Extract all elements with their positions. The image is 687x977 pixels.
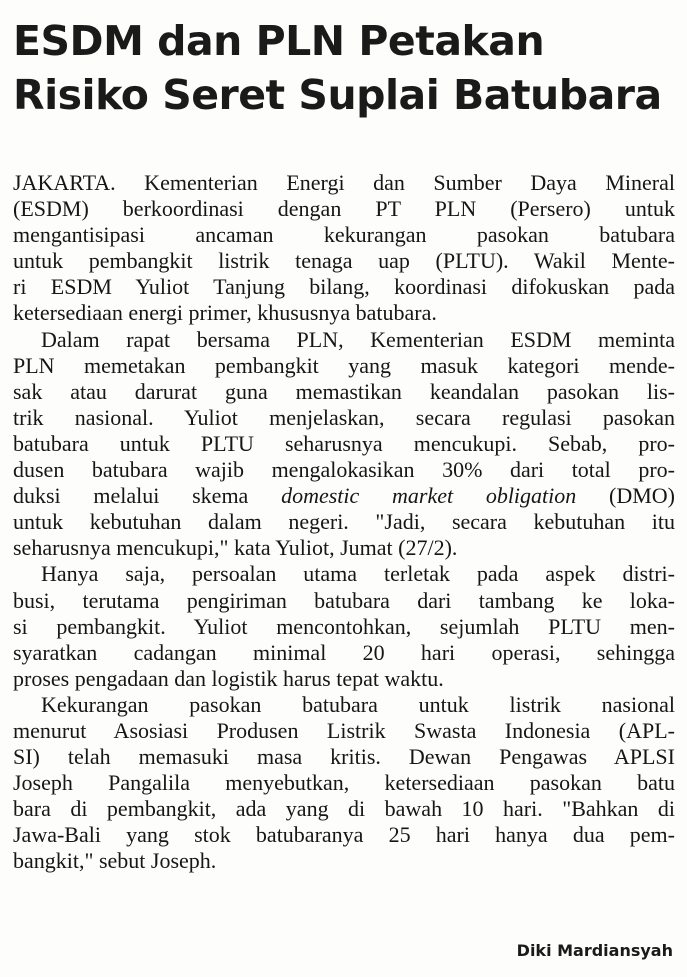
italic-term: domestic market obligation	[281, 483, 577, 509]
text-line: ri ESDM Yuliot Tanjung bilang, koordinasi difokuskan pada	[13, 274, 675, 300]
text-line: JAKARTA. Kementerian Energi dan Sumber Daya Mineral	[13, 170, 675, 195]
text-line: busi, terutama pengiriman batubara dari tambang ke loka-	[13, 587, 675, 613]
text-segment: duksi melalui skema	[13, 483, 282, 509]
text-line: dusen batubara wajib mengalokasikan 30% dari total pro-	[13, 457, 675, 483]
paragraph-3	[13, 561, 675, 691]
paragraph-4	[13, 692, 675, 875]
paragraph-1	[13, 170, 675, 327]
text-line: seharusnya mencukupi," kata Yuliot, Jumat (27/2).	[13, 535, 458, 561]
author-byline: Diki Mardiansyah	[516, 941, 673, 960]
text-line: (ESDM) berkoordinasi dengan PT PLN (Persero) untuk	[13, 196, 675, 222]
headline-line-1: ESDM dan PLN Petakan	[13, 17, 545, 65]
headline	[13, 14, 678, 122]
text-line: sak atau darurat guna memastikan keandalan pasokan lis-	[13, 378, 675, 404]
text-line: bangkit," sebut Joseph.	[13, 848, 217, 874]
text-line-with-italic	[13, 483, 675, 509]
text-line: Dalam rapat bersama PLN, Kementerian ESDM meminta	[41, 326, 675, 352]
headline-line-2: Risiko Seret Suplai Batubara	[13, 71, 662, 119]
text-line: Kekurangan pasokan batubara untuk listrik nasional	[41, 691, 675, 717]
article-body	[13, 170, 675, 875]
text-line: ketersediaan energi primer, khususnya batubara.	[13, 300, 437, 326]
text-line: trik nasional. Yuliot menjelaskan, secara regulasi pasokan	[13, 404, 675, 430]
text-line: batubara untuk PLTU seharusnya mencukupi. Sebab, pro-	[13, 430, 675, 456]
text-line: Jawa-Bali yang stok batubaranya 25 hari hanya dua pem-	[13, 822, 675, 848]
paragraph-2	[13, 327, 675, 562]
text-line: mengantisipasi ancaman kekurangan pasokan batubara	[13, 222, 675, 248]
text-line: SI) telah memasuki masa kritis. Dewan Pengawas APLSI	[13, 744, 675, 770]
text-line: untuk kebutuhan dalam negeri. "Jadi, secara kebutuhan itu	[13, 509, 675, 535]
text-segment: (DMO)	[576, 483, 676, 509]
text-line: si pembangkit. Yuliot mencontohkan, sejumlah PLTU men-	[13, 613, 675, 639]
text-line: menurut Asosiasi Produsen Listrik Swasta Indonesia (APL-	[13, 717, 675, 743]
text-line: proses pengadaan dan logistik harus tepat waktu.	[13, 665, 444, 691]
text-line: syaratkan cadangan minimal 20 hari operasi, sehingga	[13, 639, 675, 665]
text-line: Hanya saja, persoalan utama terletak pada aspek distri-	[41, 561, 675, 587]
text-line: PLN memetakan pembangkit yang masuk kategori mende-	[13, 352, 675, 378]
text-line: bara di pembangkit, ada yang di bawah 10 hari. "Bahkan di	[13, 796, 675, 822]
text-line: Joseph Pangalila menyebutkan, ketersediaan pasokan batu	[13, 770, 675, 796]
text-line: untuk pembangkit listrik tenaga uap (PLTU). Wakil Mente-	[13, 248, 675, 274]
